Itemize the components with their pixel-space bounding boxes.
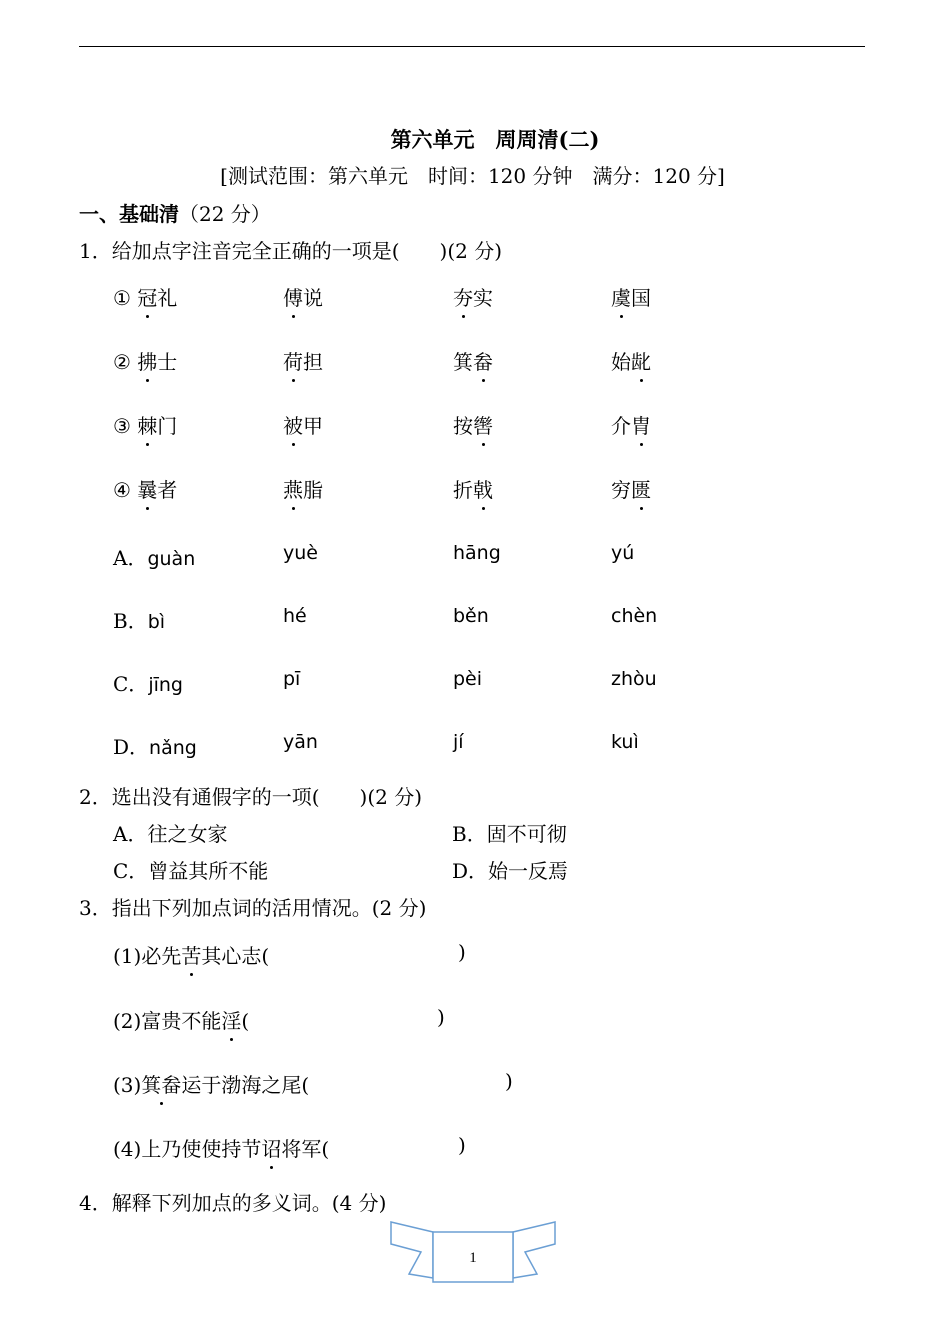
section-label: 一、基础清 [79, 202, 179, 226]
option-label: C． [113, 672, 149, 696]
page-number: 1 [469, 1250, 477, 1266]
question-4-stem: 4．解释下列加点的多义词。(4 分) [79, 1191, 387, 1215]
question-2-stem: 2．选出没有通假字的一项( )(2 分) [79, 785, 423, 809]
pinyin: guàn [147, 548, 196, 570]
question-1-stem: 1．给加点字注音完全正确的一项是( )(2 分) [79, 239, 503, 263]
q1-word: 箕畚 [453, 346, 493, 375]
pinyin: nǎng [149, 737, 197, 759]
pinyin: yān [283, 731, 318, 753]
pinyin: pèi [453, 668, 483, 690]
pinyin: hé [283, 605, 307, 627]
q1-word: 燕脂 [283, 474, 323, 503]
q1-word: 按辔 [453, 410, 493, 439]
q3-item-1-blank-close: ) [458, 940, 466, 964]
section-score: （22 分） [179, 202, 271, 226]
q1-word: 折戟 [453, 474, 493, 503]
pinyin: kuì [611, 731, 639, 753]
section-heading [79, 198, 271, 227]
q2-option-a: A．往之女家 [113, 822, 228, 846]
q3-item-3: (3)箕畚运于渤海之尾( [113, 1069, 309, 1098]
pinyin: hāng [453, 542, 501, 564]
pinyin: yuè [283, 542, 318, 564]
page-title: 第六单元 周周清(二) [390, 127, 600, 152]
pinyin: pī [283, 668, 301, 690]
header-rule [79, 46, 865, 47]
q1-word: 荷担 [283, 346, 323, 375]
q1-word: 虞国 [611, 282, 651, 311]
q2-option-b: B．固不可彻 [452, 822, 567, 846]
q1-word: 被甲 [283, 410, 323, 439]
q2-option-d: D．始一反焉 [452, 859, 569, 883]
q1-word: 介胄 [611, 410, 651, 439]
q3-item-4-blank-close: ) [458, 1133, 466, 1157]
q1-word: ② 拂士 [113, 346, 177, 375]
option-label: B． [113, 609, 148, 633]
pinyin: jīng [148, 674, 183, 696]
q3-item-4: (4)上乃使使持节诏将军( [113, 1133, 329, 1162]
q3-item-2: (2)富贵不能淫( [113, 1005, 249, 1034]
pinyin: chèn [611, 605, 658, 627]
test-scope-line: [测试范围：第六单元 时间：120 分钟 满分：120 分] [220, 164, 725, 188]
pinyin: běn [453, 605, 489, 627]
q1-word: ① 冠礼 [113, 282, 177, 311]
q1-word: ④ 曩者 [113, 474, 177, 503]
q1-word: 夯实 [453, 282, 493, 311]
q2-option-c: C．曾益其所不能 [113, 859, 269, 883]
option-label: D． [113, 735, 150, 759]
pinyin: bì [147, 611, 166, 633]
q3-item-1: (1)必先苦其心志( [113, 940, 269, 969]
q3-item-3-blank-close: ) [505, 1069, 513, 1093]
q1-word: 傅说 [283, 282, 323, 311]
q1-word: ③ 棘门 [113, 410, 177, 439]
question-3-stem: 3．指出下列加点词的活用情况。(2 分) [79, 896, 427, 920]
q1-word: 始龀 [611, 346, 651, 375]
option-label: A． [113, 546, 148, 570]
pinyin: jí [453, 731, 464, 753]
q1-word: 穷匮 [611, 474, 651, 503]
pinyin: zhòu [611, 668, 657, 690]
q3-item-2-blank-close: ) [437, 1005, 445, 1029]
pinyin: yú [611, 542, 635, 564]
